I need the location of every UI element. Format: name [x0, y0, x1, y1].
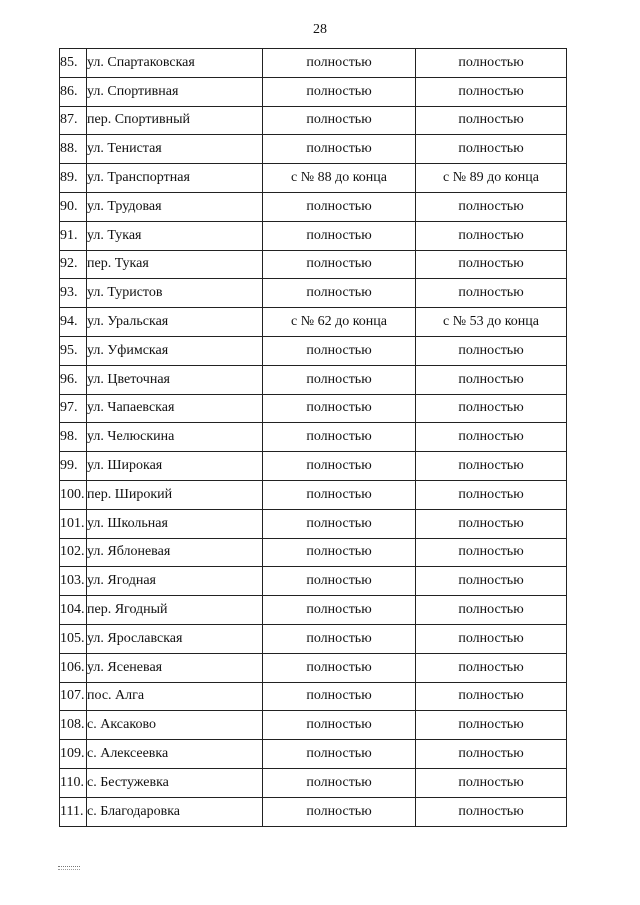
street-table: [59, 48, 567, 827]
coverage-cell: полностью: [263, 797, 416, 826]
coverage-cell: полностью: [263, 567, 416, 596]
coverage-cell: полностью: [263, 49, 416, 78]
table-row: [60, 797, 567, 826]
table-row: [60, 135, 567, 164]
row-number: 110.: [60, 768, 87, 797]
table-body: [60, 49, 567, 827]
street-name: ул. Спортивная: [87, 77, 263, 106]
row-number: 87.: [60, 106, 87, 135]
coverage-cell: полностью: [263, 192, 416, 221]
street-name: пос. Алга: [87, 682, 263, 711]
street-name: ул. Транспортная: [87, 164, 263, 193]
coverage-cell: полностью: [416, 49, 567, 78]
table-row: [60, 106, 567, 135]
coverage-cell: с № 62 до конца: [263, 308, 416, 337]
coverage-cell: полностью: [263, 509, 416, 538]
street-name: ул. Ясеневая: [87, 653, 263, 682]
coverage-cell: полностью: [263, 768, 416, 797]
coverage-cell: полностью: [263, 596, 416, 625]
coverage-cell: полностью: [263, 480, 416, 509]
street-name: ул. Яблоневая: [87, 538, 263, 567]
row-number: 104.: [60, 596, 87, 625]
table-row: [60, 711, 567, 740]
row-number: 94.: [60, 308, 87, 337]
row-number: 97.: [60, 394, 87, 423]
row-number: 91.: [60, 221, 87, 250]
table-row: [60, 567, 567, 596]
row-number: 88.: [60, 135, 87, 164]
coverage-cell: полностью: [263, 279, 416, 308]
table-row: [60, 423, 567, 452]
table-row: [60, 394, 567, 423]
table-row: [60, 336, 567, 365]
coverage-cell: полностью: [416, 394, 567, 423]
table-row: [60, 250, 567, 279]
page-number: 28: [313, 22, 327, 37]
row-number: 92.: [60, 250, 87, 279]
street-name: ул. Ярославская: [87, 624, 263, 653]
table-row: [60, 740, 567, 769]
coverage-cell: полностью: [416, 221, 567, 250]
coverage-cell: полностью: [416, 135, 567, 164]
street-name: ул. Школьная: [87, 509, 263, 538]
coverage-cell: полностью: [263, 221, 416, 250]
table-row: [60, 192, 567, 221]
street-name: ул. Уфимская: [87, 336, 263, 365]
row-number: 101.: [60, 509, 87, 538]
street-name: ул. Тукая: [87, 221, 263, 250]
table-row: [60, 308, 567, 337]
table-row: [60, 279, 567, 308]
coverage-cell: полностью: [416, 596, 567, 625]
coverage-cell: с № 53 до конца: [416, 308, 567, 337]
row-number: 106.: [60, 653, 87, 682]
coverage-cell: полностью: [263, 106, 416, 135]
row-number: 93.: [60, 279, 87, 308]
coverage-cell: полностью: [416, 567, 567, 596]
street-name: с. Бестужевка: [87, 768, 263, 797]
coverage-cell: полностью: [416, 106, 567, 135]
street-name: с. Благодаровка: [87, 797, 263, 826]
coverage-cell: полностью: [416, 365, 567, 394]
coverage-cell: полностью: [263, 423, 416, 452]
row-number: 99.: [60, 452, 87, 481]
coverage-cell: полностью: [416, 480, 567, 509]
coverage-cell: полностью: [416, 250, 567, 279]
table-row: [60, 653, 567, 682]
row-number: 105.: [60, 624, 87, 653]
table-row: [60, 452, 567, 481]
row-number: 111.: [60, 797, 87, 826]
row-number: 86.: [60, 77, 87, 106]
coverage-cell: полностью: [263, 740, 416, 769]
coverage-cell: полностью: [416, 624, 567, 653]
street-name: ул. Чапаевская: [87, 394, 263, 423]
row-number: 103.: [60, 567, 87, 596]
street-name: ул. Трудовая: [87, 192, 263, 221]
street-name: с. Алексеевка: [87, 740, 263, 769]
street-name: пер. Ягодный: [87, 596, 263, 625]
coverage-cell: полностью: [416, 711, 567, 740]
street-name: ул. Уральская: [87, 308, 263, 337]
coverage-cell: полностью: [263, 250, 416, 279]
coverage-cell: полностью: [263, 77, 416, 106]
coverage-cell: полностью: [263, 682, 416, 711]
coverage-cell: полностью: [416, 682, 567, 711]
street-name: пер. Спортивный: [87, 106, 263, 135]
coverage-cell: полностью: [263, 538, 416, 567]
row-number: 85.: [60, 49, 87, 78]
street-name: ул. Тенистая: [87, 135, 263, 164]
table-row: [60, 365, 567, 394]
coverage-cell: полностью: [263, 135, 416, 164]
table-row: [60, 538, 567, 567]
coverage-cell: с № 88 до конца: [263, 164, 416, 193]
row-number: 100.: [60, 480, 87, 509]
table-row: [60, 624, 567, 653]
coverage-cell: полностью: [416, 740, 567, 769]
row-number: 90.: [60, 192, 87, 221]
street-name: ул. Туристов: [87, 279, 263, 308]
table-row: [60, 221, 567, 250]
coverage-cell: полностью: [416, 336, 567, 365]
street-name: пер. Тукая: [87, 250, 263, 279]
coverage-cell: полностью: [416, 768, 567, 797]
row-number: 96.: [60, 365, 87, 394]
table-row: [60, 77, 567, 106]
row-number: 107.: [60, 682, 87, 711]
table-row: [60, 49, 567, 78]
coverage-cell: полностью: [416, 653, 567, 682]
coverage-cell: полностью: [263, 653, 416, 682]
coverage-cell: полностью: [416, 192, 567, 221]
row-number: 109.: [60, 740, 87, 769]
coverage-cell: с № 89 до конца: [416, 164, 567, 193]
table-row: [60, 509, 567, 538]
coverage-cell: полностью: [416, 279, 567, 308]
coverage-cell: полностью: [416, 538, 567, 567]
coverage-cell: полностью: [263, 452, 416, 481]
coverage-cell: полностью: [263, 624, 416, 653]
row-number: 102.: [60, 538, 87, 567]
table-row: [60, 596, 567, 625]
table-row: [60, 768, 567, 797]
row-number: 89.: [60, 164, 87, 193]
street-name: ул. Челюскина: [87, 423, 263, 452]
coverage-cell: полностью: [263, 711, 416, 740]
coverage-cell: полностью: [416, 77, 567, 106]
table-row: [60, 682, 567, 711]
street-name: ул. Спартаковская: [87, 49, 263, 78]
row-number: 98.: [60, 423, 87, 452]
coverage-cell: полностью: [263, 336, 416, 365]
coverage-cell: полностью: [416, 423, 567, 452]
coverage-cell: полностью: [263, 394, 416, 423]
row-number: 108.: [60, 711, 87, 740]
street-name: с. Аксаково: [87, 711, 263, 740]
coverage-cell: полностью: [263, 365, 416, 394]
coverage-cell: полностью: [416, 797, 567, 826]
coverage-cell: полностью: [416, 509, 567, 538]
table-row: [60, 480, 567, 509]
street-name: ул. Широкая: [87, 452, 263, 481]
coverage-cell: полностью: [416, 452, 567, 481]
row-number: 95.: [60, 336, 87, 365]
street-name: ул. Цветочная: [87, 365, 263, 394]
street-name: ул. Ягодная: [87, 567, 263, 596]
scan-artifact: [58, 866, 80, 870]
street-name: пер. Широкий: [87, 480, 263, 509]
table-row: [60, 164, 567, 193]
